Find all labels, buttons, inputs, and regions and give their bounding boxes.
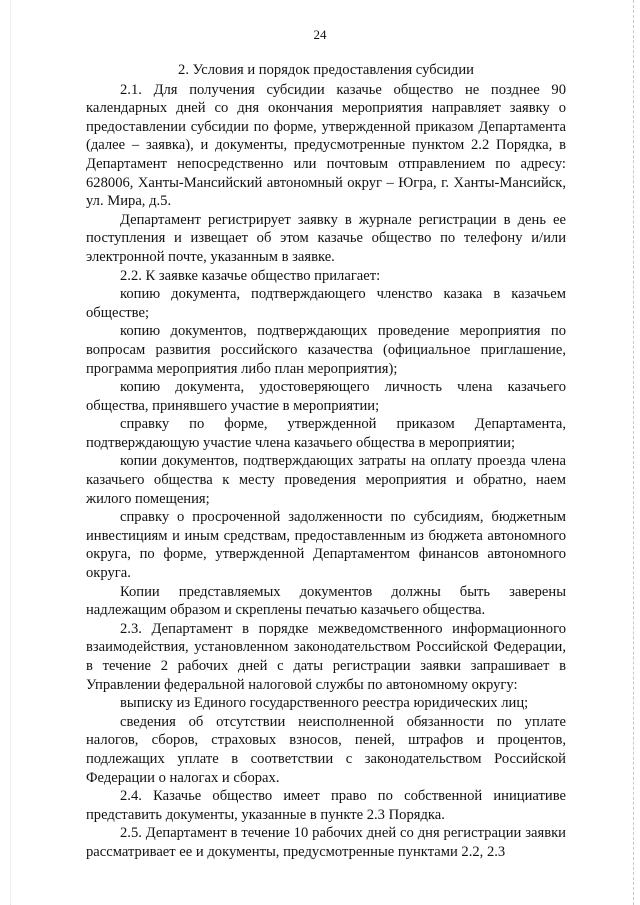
- list-item-event-docs: копию документов, подтверждающих проведение мероприятия по вопросам развития российского казачества (официальное приглашение, программа мероприятия либо план мероприятия);: [86, 323, 566, 377]
- paragraph-2-2: 2.2. К заявке казачье общество прилагает:: [120, 267, 381, 284]
- paragraph-2-4: 2.4. Казачье общество имеет право по собственной инициативе представить документы, указанные в пункте 2.3 Порядка.: [86, 788, 566, 823]
- paragraph-2-3: 2.3. Департамент в порядке межведомственного информационного взаимодействия, установленном законодательством Российской Федерации, в течение 2 рабочих дней с даты регистрации заявки запрашивает в Управлении федеральной налоговой службы по автономному округу:: [86, 620, 566, 693]
- section-heading: 2. Условия и порядок предоставления субсидии: [178, 62, 474, 78]
- list-item-debt-certificate: справку о просроченной задолженности по субсидиям, бюджетным инвестициям и иным средствам, предоставленным из бюджета автономного округа, по форме, утвержденной Департаментом финансов автономного округа.: [86, 509, 566, 582]
- paragraph-copies: Копии представляемых документов должны быть заверены надлежащим образом и скреплены печатью казачьего общества.: [86, 583, 566, 619]
- list-item-tax-info: сведения об отсутствии неисполненной обязанности по уплате налогов, сборов, страховых взносов, пеней, штрафов и процентов, подлежащих уплате в соответствии с законодательством Российской Федерации о налогах и сборах.: [86, 713, 566, 786]
- scan-edge-left: [10, 0, 12, 905]
- paragraph-2-5: 2.5. Департамент в течение 10 рабочих дней со дня регистрации заявки рассматривает ее и документы, предусмотренные пунктами 2.2, 2.3: [86, 825, 566, 860]
- list-item-identity: копию документа, удостоверяющего личность члена казачьего общества, принявшего участие в мероприятии;: [86, 379, 566, 414]
- scan-edge-right: [632, 0, 634, 905]
- list-item-participation-certificate: справку по форме, утвержденной приказом Департамента, подтверждающую участие члена казачьего общества в мероприятии;: [86, 416, 566, 451]
- list-item-expense-docs: копии документов, подтверждающих затраты на оплату проезда члена казачьего общества к месту проведения мероприятия и обратно, наем жилого помещения;: [86, 453, 566, 507]
- paragraph-registration: Департамент регистрирует заявку в журнале регистрации в день ее поступления и извещает об этом казачье общество по телефону и/или электронной почте, указанным в заявке.: [86, 211, 566, 265]
- paragraph-2-1: 2.1. Для получения субсидии казачье общество не позднее 90 календарных дней со дня окончания мероприятия направляет заявку о предоставлении субсидии по форме, утвержденной приказом Департамента (далее – заявка), и документы, предусмотренные пунктом 2.2 Порядка, в Департамент непосредственно или почтовым отправлением по адресу: 628006, Ханты-Мансийский автономный округ – Югра, г. Ханты-Мансийск, ул. Мира, д.5.: [86, 81, 566, 210]
- page-number: 24: [313, 27, 327, 42]
- list-item-registry-extract: выписку из Единого государственного реестра юридических лиц;: [120, 695, 529, 712]
- document-body: [86, 61, 566, 862]
- list-item-membership: копию документа, подтверждающего членство казака в казачьем обществе;: [86, 286, 566, 321]
